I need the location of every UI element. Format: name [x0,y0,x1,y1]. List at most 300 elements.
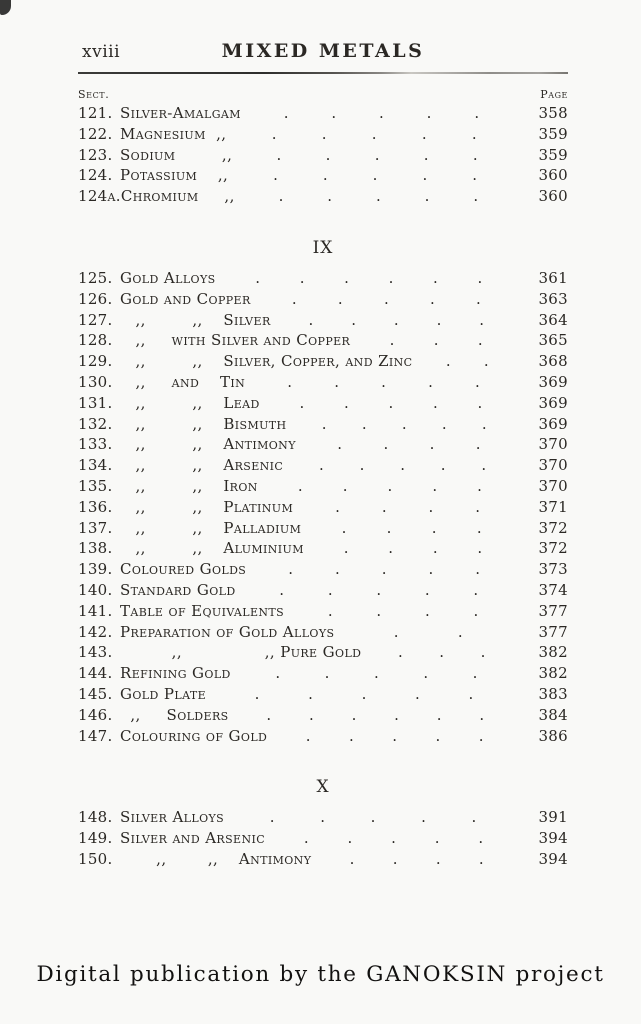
section-number: 124a. [78,187,121,206]
dot-leader [284,601,522,622]
dot-leader [350,330,522,351]
leader-dot: . [474,104,480,122]
leader-dot: . [291,289,297,308]
dot-leader [241,103,522,124]
leader-dot: . [428,372,433,391]
section-number: 128. [78,331,113,350]
toc-entry [78,726,568,747]
leader-dot: . [424,601,430,620]
sect-column-label: Sect. [78,88,110,101]
leader-dot: . [334,560,340,579]
page-number: 359 [538,124,568,143]
leader-dot: . [445,352,451,371]
leader-dot: . [379,104,384,122]
dot-leader [413,351,523,372]
leader-dot: . [321,124,327,143]
toc-entry [78,372,568,393]
running-title: MIXED METALS [221,40,425,62]
entry-title: ,, ,, Iron [120,476,258,495]
leader-dot: . [475,289,481,308]
toc-entry [78,663,568,684]
leader-dot: . [393,310,399,329]
leader-dot: . [321,414,327,433]
dot-leader [245,372,522,393]
toc-entry [78,455,568,476]
leader-dot: . [344,268,349,287]
toc-entry [78,538,568,559]
entry-title: ,, ,, Palladium [120,518,302,537]
section-number: 138. [78,539,113,558]
leader-dot: . [477,331,483,350]
leader-dot: . [477,268,483,287]
leader-dot: . [421,808,426,827]
dot-leader [251,289,522,310]
leader-dot: . [351,310,357,329]
leader-dot: . [341,518,347,537]
entry-title: Potassium ,, [120,166,229,185]
leader-dot: . [480,643,486,662]
dot-leader [258,476,522,497]
leader-dot: . [376,580,382,599]
toc-entry [78,497,568,518]
section-number: 130. [78,372,113,391]
leader-dot: . [475,560,480,579]
leader-dot: . [361,684,367,703]
leader-dot: . [429,435,435,454]
dot-leader [231,663,522,684]
leader-dot: . [373,664,379,683]
page-number: 394 [538,849,568,868]
leader-dot: . [392,726,397,745]
publication-footer: Digital publication by the GANOKSIN project [36,962,605,987]
section-number: 150. [78,849,113,868]
leader-dot: . [435,849,441,868]
dot-leader [267,726,522,747]
entry-title: ,, and Tin [120,372,246,391]
leader-dot: . [481,414,487,433]
leader-dot: . [388,393,394,412]
entry-title: ,, ,, Arsenic [120,456,284,475]
entry-title: Preparation of Gold Alloys [120,622,335,641]
leader-dot: . [424,187,430,206]
dot-leader [304,538,522,559]
leader-dot: . [428,497,434,516]
page-number: 382 [538,643,568,662]
entry-title: ,, ,, Bismuth [120,414,287,433]
leader-dot: . [372,166,378,185]
leader-dot: . [343,393,349,412]
dot-leader [361,642,522,663]
entry-title: ,, ,, Lead [120,393,260,412]
table-of-contents [78,88,568,870]
page-number: 358 [538,104,568,122]
section-number: 132. [78,414,113,433]
toc-entry [78,434,568,455]
page-number: 369 [538,414,568,433]
page-header [78,36,568,62]
entry-title: ,, with Silver and Copper [120,331,351,350]
leader-dot: . [392,849,398,868]
leader-dot: . [374,145,380,164]
leader-dot: . [473,187,479,206]
leader-dot: . [401,414,407,433]
entry-title: ,, ,, Aluminium [120,539,304,558]
page-number: 359 [538,145,568,164]
page-number: 384 [538,705,568,724]
leader-dot: . [426,104,432,122]
page-number: 391 [538,808,568,827]
dot-leader [260,393,522,414]
section-number: 133. [78,435,113,454]
leader-dot: . [477,476,482,495]
section-number: 137. [78,518,113,537]
leader-dot: . [276,145,282,164]
page-number: 372 [538,539,568,558]
leader-dot: . [297,476,303,495]
dot-leader [293,497,522,518]
toc-entry [78,268,568,289]
section-number: 143. [78,643,113,662]
leader-dot: . [479,705,485,724]
page-number: 361 [538,268,568,287]
leader-dot: . [334,372,339,391]
leader-dot: . [436,705,442,724]
section-number: 140. [78,580,113,599]
leader-dot: . [428,560,434,579]
leader-dot: . [471,124,477,143]
leader-dot: . [388,539,394,558]
page-number: 371 [538,497,568,516]
page-number: 374 [538,580,568,599]
dot-leader [228,165,522,186]
leader-dot: . [472,664,478,683]
leader-dot: . [439,643,445,662]
leader-dot: . [483,352,489,371]
section-number: 134. [78,456,113,475]
entry-title: Chromium ,, [120,187,235,206]
leader-dot: . [335,497,340,516]
leader-dot: . [386,518,392,537]
section-number: 129. [78,352,113,371]
entry-title: Silver Alloys [120,808,225,827]
leader-dot: . [394,705,399,724]
leader-dot: . [424,580,430,599]
toc-entry [78,330,568,351]
toc-entry [78,828,568,849]
entry-title: Gold Plate [120,684,206,703]
leader-dot: . [299,393,305,412]
entry-title: Gold Alloys [120,268,216,287]
leader-dot: . [481,456,487,475]
page-number: 394 [538,829,568,848]
leader-dot: . [478,849,484,868]
leader-dot: . [472,166,477,185]
leader-dot: . [423,145,429,164]
toc-entry [78,642,568,663]
section-number: 126. [78,289,113,308]
dot-leader [224,807,522,828]
entry-title: Magnesium ,, [120,124,227,143]
leader-dot: . [327,580,333,599]
entry-title: ,, Solders [120,705,229,724]
entry-title: ,, ,, Antimony [120,435,296,454]
leader-dot: . [266,705,272,724]
leader-dot: . [325,145,331,164]
leader-dot: . [471,808,477,827]
toc-entry [78,601,568,622]
leader-dot: . [468,684,474,703]
leader-dot: . [383,435,389,454]
section-number: 125. [78,268,113,287]
leader-dot: . [473,601,479,620]
dot-leader [216,268,522,289]
leader-dot: . [337,435,343,454]
leader-dot: . [433,331,439,350]
entry-title: Colouring of Gold [120,726,268,745]
leader-dot: . [381,560,387,579]
dot-leader [226,124,522,145]
leader-dot: . [441,414,447,433]
dot-leader [246,559,522,580]
leader-dot: . [347,829,353,848]
leader-dot: . [375,187,381,206]
leader-dot: . [269,808,275,827]
leader-dot: . [473,580,479,599]
dot-leader [265,828,522,849]
leader-dot: . [349,849,355,868]
page-number: 370 [538,435,568,454]
leader-dot: . [283,104,289,122]
toc-groups [78,103,568,870]
leader-dot: . [421,124,427,143]
leader-dot: . [359,456,365,475]
leader-dot: . [478,829,484,848]
page-number: 372 [538,518,568,537]
page-number: 382 [538,664,568,683]
toc-entry [78,310,568,331]
leader-dot: . [254,684,260,703]
leader-dot: . [279,580,285,599]
leader-dot: . [308,310,314,329]
section-number: 121. [78,104,113,122]
folio-number: xviii [82,42,121,62]
leader-dot: . [391,829,396,848]
leader-dot: . [432,393,438,412]
entry-title: Coloured Golds [120,560,247,579]
leader-dot: . [477,539,483,558]
leader-dot: . [475,497,481,516]
entry-title: ,, ,, Silver [120,310,271,329]
leader-dot: . [479,310,485,329]
section-number: 123. [78,145,113,164]
leader-dot: . [415,684,420,703]
leader-dot: . [433,268,438,287]
leader-dot: . [381,497,387,516]
section-number: 136. [78,497,113,516]
leader-dot: . [271,124,277,143]
toc-entry [78,559,568,580]
entry-title: ,, ,, Pure Gold [120,643,362,662]
dot-leader [206,684,522,705]
leader-dot: . [299,268,305,287]
section-number: 144. [78,664,113,683]
leader-dot: . [436,310,442,329]
leader-dot: . [288,560,293,579]
leader-dot: . [343,539,349,558]
dot-leader [301,518,522,539]
toc-entry [78,518,568,539]
section-number: 141. [78,601,113,620]
leader-dot: . [308,705,314,724]
leader-dot: . [478,726,484,745]
toc-entry [78,103,568,124]
chapter-heading: X [316,777,330,798]
dot-leader [235,186,522,207]
leader-dot: . [475,435,481,454]
toc-entry [78,351,568,372]
leader-dot: . [305,726,311,745]
leader-dot: . [303,829,309,848]
page-number: 369 [538,393,568,412]
leader-dot: . [331,104,337,122]
leader-dot: . [477,393,483,412]
page-number: 370 [538,456,568,475]
toc-entry [78,124,568,145]
column-labels [78,88,568,103]
page-number: 377 [538,601,568,620]
toc-entry [78,289,568,310]
leader-dot: . [397,643,403,662]
page-column-label: Page [540,88,568,101]
page-number: 383 [538,684,568,703]
leader-dot: . [308,684,313,703]
dot-leader [283,455,522,476]
scan-corner-artifact [0,0,11,15]
entry-title: Sodium ,, [120,145,233,164]
leader-dot: . [393,622,399,641]
section-number: 142. [78,622,113,641]
leader-dot: . [273,166,278,185]
toc-entry [78,393,568,414]
leader-dot: . [327,601,333,620]
leader-dot: . [278,187,284,206]
page-number: 360 [538,166,568,185]
entry-title: Table of Equivalents [120,601,285,620]
section-number: 124. [78,166,113,185]
page-number: 363 [538,289,568,308]
entry-title: ,, ,, Antimony [120,849,312,868]
leader-dot: . [287,372,293,391]
page-number: 373 [538,560,568,579]
leader-dot: . [255,268,261,287]
section-number: 122. [78,124,113,143]
leader-dot: . [476,518,482,537]
leader-dot: . [383,289,389,308]
leader-dot: . [434,829,440,848]
header-rule [78,72,568,74]
leader-dot: . [320,808,325,827]
leader-dot: . [423,664,429,683]
page-number: 365 [538,331,568,350]
leader-dot: . [381,372,386,391]
leader-dot: . [371,124,377,143]
leader-dot: . [475,372,480,391]
toc-entry [78,580,568,601]
section-number: 139. [78,560,113,579]
toc-entry [78,145,568,166]
leader-dot: . [361,414,367,433]
leader-dot: . [337,289,343,308]
section-number: 145. [78,684,113,703]
section-number: 148. [78,808,113,827]
leader-dot: . [440,456,446,475]
toc-entry [78,705,568,726]
entry-title: Refining Gold [120,664,231,683]
leader-dot: . [370,808,376,827]
dot-leader [296,434,522,455]
toc-entry [78,165,568,186]
entry-title: ,, ,, Silver, Copper, and Zinc [120,352,413,371]
dot-leader [287,414,522,435]
leader-dot: . [400,456,405,475]
section-number: 127. [78,310,113,329]
toc-entry [78,476,568,497]
entry-title: Silver and Arsenic [120,829,266,848]
leader-dot: . [432,476,438,495]
leader-dot: . [422,166,428,185]
leader-dot: . [351,705,357,724]
entry-title: Standard Gold [120,580,236,599]
chapter-heading: IX [312,237,334,258]
dot-leader [229,705,522,726]
dot-leader [232,145,522,166]
toc-entry [78,684,568,705]
toc-entry [78,849,568,870]
leader-dot: . [342,476,348,495]
dot-leader [236,580,522,601]
section-number: 135. [78,476,113,495]
section-number: 149. [78,829,113,848]
dot-leader [334,622,522,643]
page-number: 386 [538,726,568,745]
entry-title: Gold and Copper [120,289,251,308]
section-number: 131. [78,393,113,412]
page-number: 369 [538,372,568,391]
entry-title: Silver-Amalgam [120,104,241,122]
entry-title: ,, ,, Platinum [120,497,294,516]
leader-dot: . [376,601,382,620]
leader-dot: . [472,145,478,164]
toc-entry [78,186,568,207]
leader-dot: . [322,166,328,185]
leader-dot: . [275,664,281,683]
leader-dot: . [431,518,437,537]
leader-dot: . [389,331,395,350]
dot-leader [311,849,522,870]
toc-entry [78,622,568,643]
leader-dot: . [387,476,393,495]
leader-dot: . [388,268,394,287]
toc-entry [78,807,568,828]
section-number: 146. [78,705,113,724]
leader-dot: . [327,187,333,206]
leader-dot: . [435,726,441,745]
page-number: 360 [538,187,568,206]
leader-dot: . [432,539,438,558]
leader-dot: . [457,622,463,641]
page-number: 370 [538,476,568,495]
leader-dot: . [429,289,435,308]
